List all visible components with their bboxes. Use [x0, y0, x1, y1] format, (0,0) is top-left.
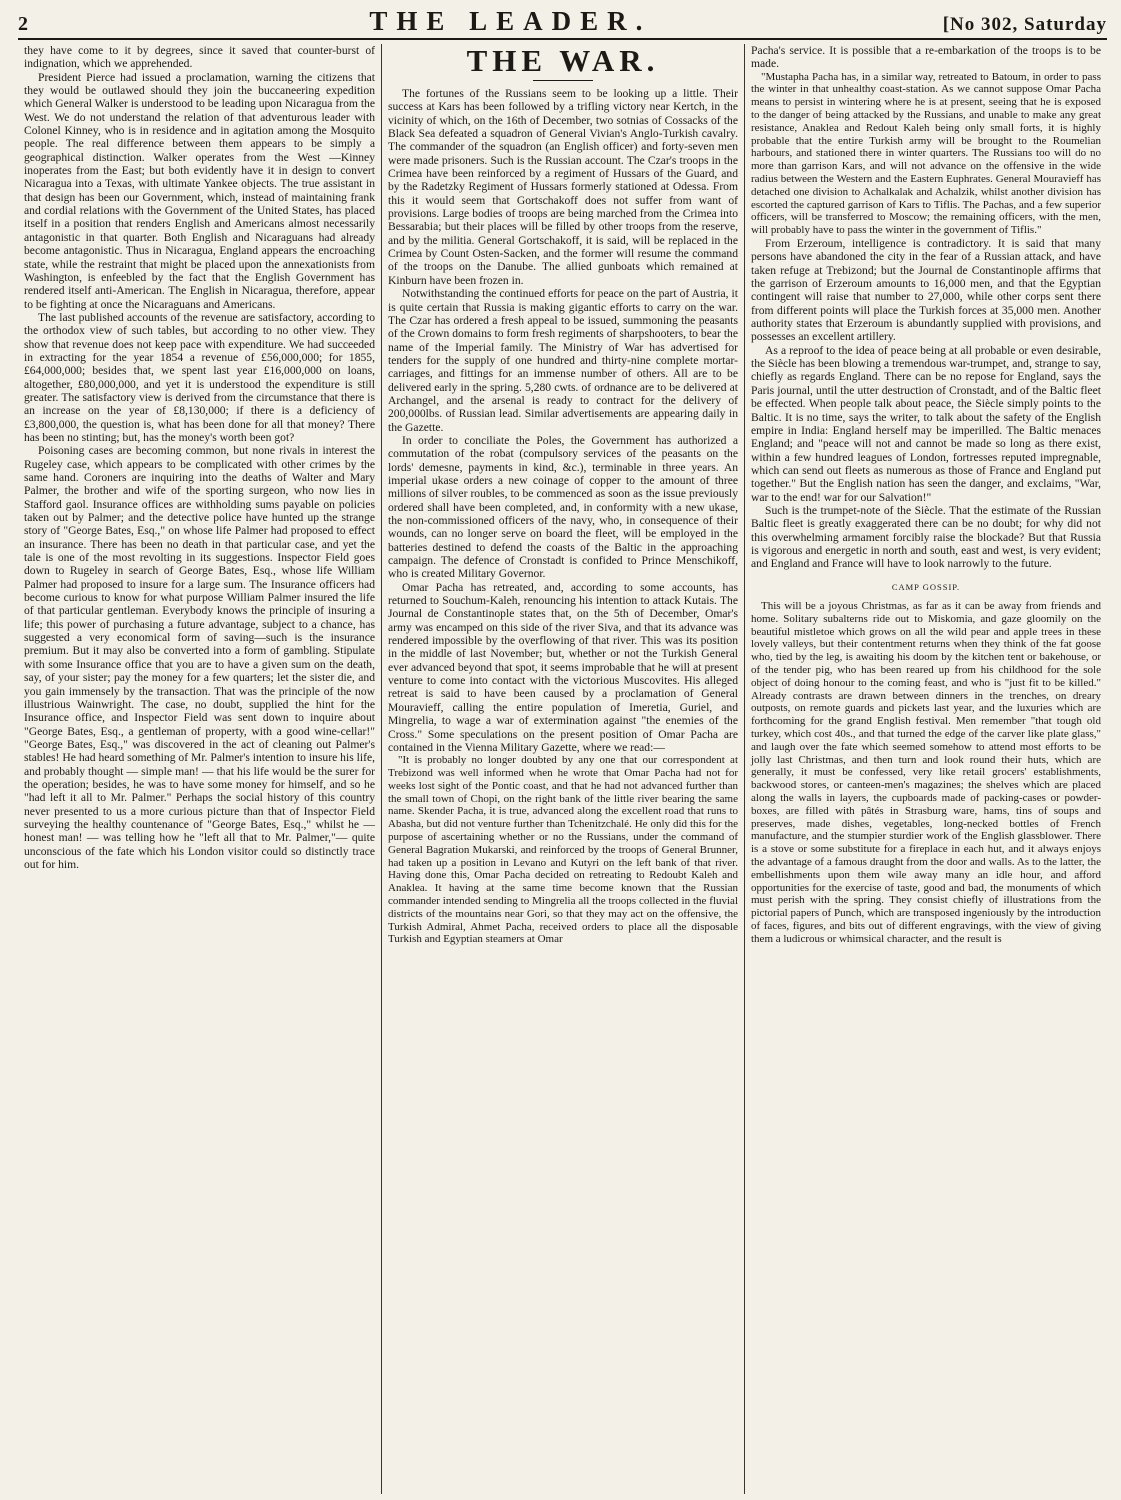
paragraph: The last published accounts of the revenue are satisfactory, according to the orthodox view of such tables, but according to no other view. They show that revenue does not keep pace with expenditure. We had succeeded in extracting for the year 1854 a revenue of £56,000,000; for 1855, £64,000,000; besides that, we spent last year £16,000,000 on loans, altogether, £80,000,000, and yet it is understood the expenditure is still greater. The satisfactory view is derived from the circumstance that there is an increase on the year of £8,130,000; if there is a deficiency of £3,800,000, the question is, what has been done for all that money? There has been no stinting; but, has the money's worth been got?	[24, 310, 375, 444]
paragraph: As a reproof to the idea of peace being at all probable or even desirable, the Siècle has been blowing a tremendous war-trumpet, and, strange to say, chiefly as regards England. There can be no repose for England, says the Paris journal, until the utter destruction of Cronstadt, and of the Baltic fleet be effected. When people talk about peace, the Siècle simply points to the Baltic. It is no time, says the writer, to talk about the safety of the English empire in India: England herself may be imperilled. The Baltic menaces England; and "peace will not and cannot be made so long as there exist, within a few hundred leagues of London, fortresses reputed impregnable, which can send out fleets as numerous as those of France and England put together." But the English nation has seen the danger, and exclaims, "War, war to the end! war for our Salvation!"	[751, 343, 1101, 504]
paragraph: In order to conciliate the Poles, the Government has authorized a commutation of the robat (compulsory services of the peasants on the lords' demesne, payments in kind, &c.), terminable in three years. An imperial ukase orders a new coinage of copper to the amount of three millions of silver roubles, to be commenced as soon as the issue previously ordered shall have been completed, and, in conformity with a new ukase, the non-commissioned officers of the navy, who, in consequence of their wounds, can no longer serve on board the fleet, will be employed in the batteries destined to defend the coasts of the Baltic in the approaching campaign. The defence of Cronstadt is confided to Prince Menschikoff, who is created Military Governor.	[388, 433, 738, 581]
paragraph: Notwithstanding the continued efforts for peace on the part of Austria, it is quite certain that Russia is making gigantic efforts to carry on the war. The Czar has ordered a fresh appeal to be issued, summoning the peasants of the Crown domains to form fresh regiments of sharpshooters, to bear the name of the Imperial family. The Ministry of War has advertised for tenders for the supply of one hundred and thirty-nine complete mortar-carriages, and fittings for an immense number of others. All are to be delivered early in the spring. 5,280 cwts. of ordnance are to be delivered at Archangel, and the arsenal is ready to contract for the delivery of 200,000lbs. of Russian lead. Similar advertisements are appearing daily in the Gazette.	[388, 287, 738, 434]
page-number: 2	[18, 13, 28, 35]
newspaper-title: THE LEADER.	[369, 6, 652, 36]
paragraph: This will be a joyous Christmas, as far as it can be away from friends and home. Solitary subalterns ride out to Miskomia, and gaze gloomily on the beautiful mistletoe which grows on all the wild pear and apple trees in these lovely valleys, but their contentment returns when they think of the fat goose who, tied by the leg, is awaiting his doom by the kitchen tent or bakehouse, or of the tender pig, who has been reared up from his childhood for the sole object of doing honour to the coming feast, and who is "just fit to be killed." Already contrasts are drawn between dinners in the trenches, on dreary outposts, on remote guards and pickets last year, and the luxuries which are forthcoming for the grand English festival. Men remember "that tough old turkey, which cost 40s., and that turned the edge of the carver like plate glass," and laugh over the fate which seemed somehow to attend most efforts to be jolly last Christmas, and then turn and look round their huts, which are generally, it must be confessed, very like retail grocers' establishments, backwood stores, or canteen-men's magazines; the shelves which are placed along the walls in layers, the cupboards made of packing-cases or powder-boxes, are filled with pâtés in Strasburg ware, hams, tins of soups and preserves, made dishes, vegetables, long-necked bottles of French manufacture, and the stumpier sturdier work of the English glassblower. There is a stove or some substitute for a fireplace in each hut, and it always enjoys the advantage of a famous draught from the door and walls. As to the latter, the embellishments upon them wile away many an idle hour, and afford opportunities for the exercise of taste, good and bad, the monuments of which must perish with the spring. They consist chiefly of illustrations from the pictorial papers of Punch, which are transposed ingeniously by the introduction of faces, figures, and bits out of different engravings, with the view of giving them a ludicrous or whimsical character, and the result is	[751, 599, 1101, 945]
paragraph: The fortunes of the Russians seem to be looking up a little. Their success at Kars has been followed by a trifling victory near Kertch, in the vicinity of which, on the 16th of December, two sotnias of Cossacks of the Black Sea defeated a squadron of General Vivian's Anglo-Turkish cavalry. The commander of the squadron (an English officer) and forty-seven men were made prisoners. Such is the Russian account. The Czar's troops in the Crimea have been reinforced by a regiment of Hussars of the Guard, and by the Radetzky Regiment of Hussars formerly stationed at Odessa. From this it would seem that Gortschakoff does not suffer from want of provisions. Large bodies of troops are being marched from the Crimea into Bessarabia; but their places will be filled by other troops from the reserve, and by the militia. General Gortschakoff, it is said, will be replaced in the Crimea by Count Osten-Sacken, and the former will resume the command of the troops on the Danube. The allied gunboats which remained at Kinburn have been frozen in.	[388, 87, 738, 287]
paragraph: Omar Pacha has retreated, and, according to some accounts, has returned to Souchum-Kaleh, renouncing his intention to attack Kutais. The Journal de Constantinople states that, on the 5th of December, Omar's army was encamped on this side of the river Siva, and that its advance was rendered impossible by the overflowing of that river. This was its position in the middle of last November; but, whether or not the Turkish General ever advanced beyond that spot, it seems improbable that he will at present venture to come into contact with the victorious Muscovites. His alleged retreat is said to have been caused by a proclamation of General Mouravieff, calling the entire population of Imeretia, Guriel, and Mingrelia, to wage a war of extermination against "the enemies of the Cross." Some speculations on the present position of Omar Pacha are contained in the Vienna Military Gazette, where we read:—	[388, 580, 738, 754]
column-3	[744, 44, 1107, 1494]
columns	[18, 44, 1107, 1494]
headline-rule	[533, 80, 593, 81]
masthead-rule	[18, 38, 1107, 40]
quoted-passage: "Mustapha Pacha has, in a similar way, retreated to Batoum, in order to pass the winter in that unhealthy coast-station. As we cannot suppose Omar Pacha means to persist in wintering where he is at present, seeing that he is exposed to the danger of being attacked by the Russians, and unable to make any great resistance, Anaklea and Redout Kaleh being only small forts, it is highly probable that the entire Turkish army will be brought to the Roumelian harbours, and stationed there in winter quarters. The Russians too will do no more than garrison Kars, and will not advance on the offensive in the wide radius between the Western and the Eastern Euphrates. General Mouravieff has detached one division to Achalkalak and Achalzik, whilst another division has escorted the captured garrison of Kars to Tiflis. The Pachas, and a few superior officers, will be transferred to Moscow; the remaining officers, with the men, will probably have to pass the winter in the government of Tiflis."	[751, 70, 1101, 237]
masthead	[18, 6, 1107, 36]
paragraph: they have come to it by degrees, since it saved that counter-burst of indignation, which we apprehended.	[24, 44, 375, 71]
paragraph: Pacha's service. It is possible that a re-embarkation of the troops is to be made.	[751, 44, 1101, 71]
quoted-passage: "It is probably no longer doubted by any one that our correspondent at Trebizond was well informed when he wrote that Omar Pacha had not for weeks lost sight of the Pontic coast, and that he had not advanced further than the small town of Chopi, on the right bank of the little river bearing the same name. Skender Pacha, it is true, advanced along the excellent road that runs to Abasha, but did not venture further than Tchenitzchalé. He only did this for the purpose of ascertaining whether or no the Russians, under the command of General Bagration Mukarski, and reinforced by the troops of General Brunner, had taken up a position in Levano and Kutyri on the left bank of that river. Having done this, Omar Pacha decided on retreating to Redoubt Kaleh and Anaklea. It having at the same time become known that the Russian commander intended sending to Mingrelia all the troops collected in the fluvial districts of the mountains near Gori, so that they may act on the offensive, the Turkish Admiral, Ahmet Pacha, received orders to place all the disposable Turkish and Egyptian steamers at Omar	[388, 754, 738, 946]
section-subhead: CAMP GOSSIP.	[891, 581, 961, 592]
paragraph: Such is the trumpet-note of the Siècle. That the estimate of the Russian Baltic fleet is greatly exaggerated there can be no doubt; for why did not this overwhelming armament forcibly raise the blockade? But that Russia is vigorous and energetic in north and south, east and west, is very evident; and England and France will have to look narrowly to the future.	[751, 503, 1101, 571]
column-2	[381, 44, 744, 1494]
paragraph: Poisoning cases are becoming common, but none rivals in interest the Rugeley case, which appears to be complicated with other crimes by the same hand. Coroners are inquiring into the deaths of Walter and Mary Palmer, the brother and wife of the sporting surgeon, who now lies in Stafford gaol. Insurance offices are withholding sums payable on policies taken out by Palmer; and the detective police have hunted up the strange story of "George Bates, Esq.," on whose life Palmer had proposed to effect an insurance. There has been no death in that particular case, and yet the tale is one of the most revolting in its suggestions. Inspector Field goes down to Rugeley in search of George Bates, Esq., whose life William Palmer had proposed to insure for a large sum. The Insurance officers had become curious to know for what purpose William Palmer insured the life of that particular gentleman. Everybody knows the principle of insuring a life; this power of purchasing a future advantage, subject to a chance, has suggested a very economical form of saving—such is the insurance premium. But it may also be converted into a form of gambling. Stipulate with some Insurance office that you are to have a given sum on the death, say, of your sister; pay the money for a few quarters; let the sister die, and you gain immensely by the transaction. That was the principle of the now illustrious Wainwright. The case, no doubt, supplied the hint for the Insurance office, and Inspector Field was sent down to inquire about "George Bates, Esq., a gentleman of property, with a good wine-cellar!" "George Bates, Esq.," was discovered in the act of cleaning out Palmer's stables! He had heard something of Mr. Palmer's intention to insure his life, and probably thought — simple man! — that his life would be the surer for the operation; besides, he was to have some money for himself, and so he "had left it all to Mr. Palmer." Perhaps the social history of this country never presented to us a more curious picture than that of Inspector Field surveying the healthy countenance of "George Bates, Esq.," whilst he — honest man! — was telling how he "left all that to Mr. Palmer,"— quite unconscious of the fate which his London visitor could so distinctly trace out for him.	[24, 444, 375, 871]
issue-date: [No 302, Saturday	[942, 14, 1107, 35]
paragraph: President Pierce had issued a proclamation, warning the citizens that they would be outlawed should they join the buccaneering expedition which General Walker is understood to be leading upon Nicaragua from the West. We do not understand the relation of that adventurous leader with Colonel Kinney, who is in residence and in agitation among the Mosquito people. The real difference between them appears to be simply a geographical distinction. Walker operates from the West —Kinney inoperates from the East; but both evidently have it in design to convert Nicaragua into a Texas, with ultimate Yankee objects. The true assistant in that design has been our Government, which, instead of maintaining frank and cordial relations with the Government of the United States, has placed itself in a position that renders English and Americans almost necessarily antagonistic in that quarter. Both English and Nicaraguans had already become antagonistic. Thus in Nicaragua, England appears the encroaching state, while the restraint that might be placed upon the annexationists from Washington, is enfeebled by the fact that the English Government has rendered itself anti-American. The English in Nicaragua, therefore, appear to be fighting at once the Nicaraguans and Americans.	[24, 70, 375, 311]
column-1	[18, 44, 381, 1494]
article-headline: THE WAR.	[466, 44, 660, 78]
paragraph: From Erzeroum, intelligence is contradictory. It is said that many persons have abandoned the city in the fear of a Russian attack, and have taken refuge at Trebizond; but the Journal de Constantinople affirms that the garrison of Erzeroum amounts to 16,000 men, and that the Egyptian contingent will raise that number to 27,000, while other corps sent there from different points will place the Turkish forces at 35,000 men. Another authority states that Erzeroum is abundantly supplied with provisions, and possesses an excellent artillery.	[751, 237, 1101, 344]
